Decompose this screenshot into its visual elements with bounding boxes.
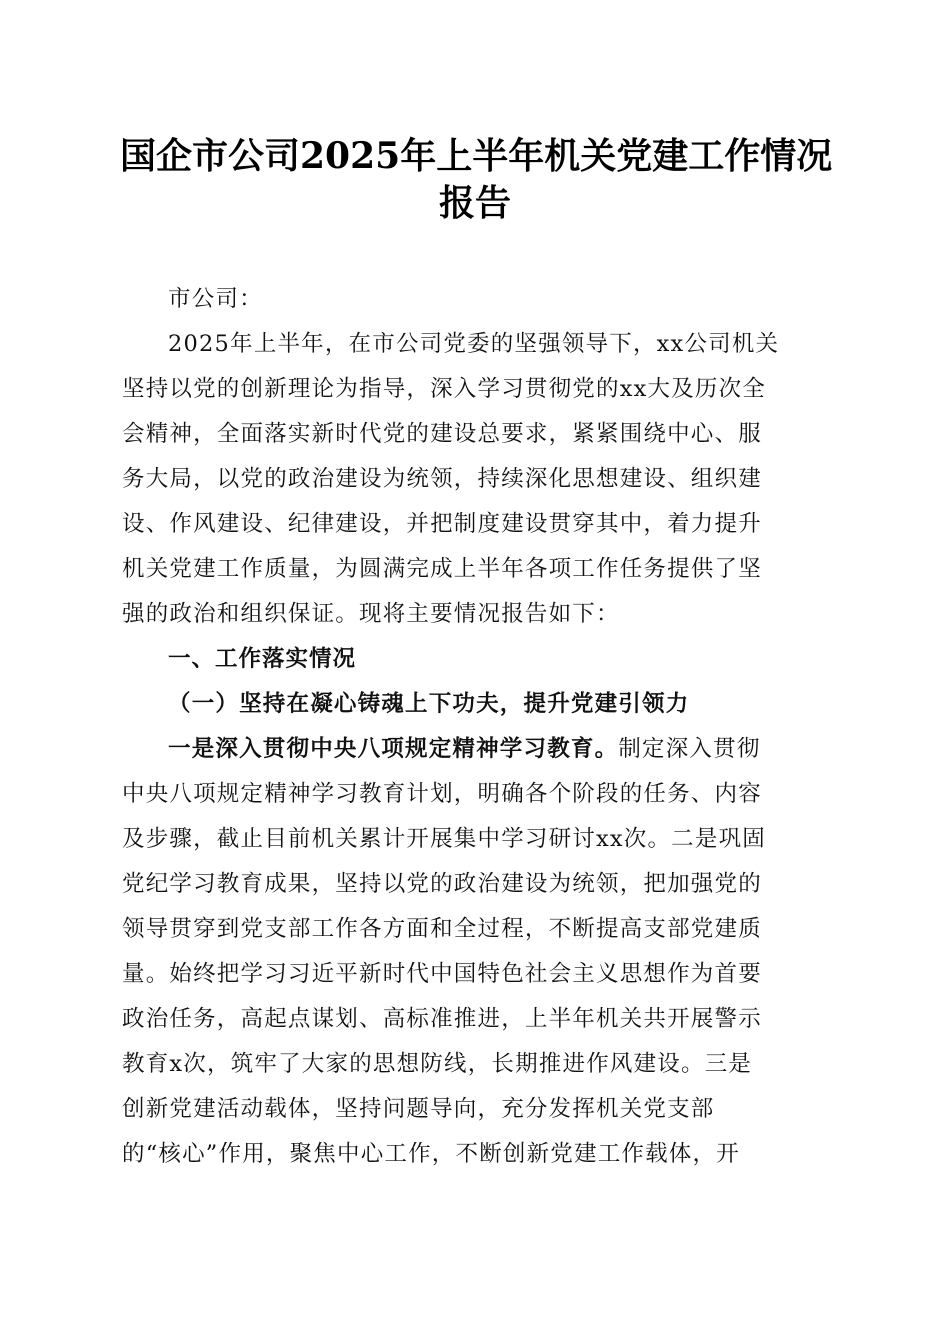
paragraph-first-line (122, 727, 824, 772)
salutation: 市公司： (168, 286, 263, 312)
title-line-2: 报告 (438, 182, 511, 224)
paragraph-line-rest: 制定深入贯彻 (618, 736, 761, 762)
paragraph-line: 中央八项规定精神学习教育计划，明确各个阶段的任务、内容 (122, 781, 762, 807)
paragraph-line: 领导贯穿到党支部工作各方面和全过程，不断提高支部党建质 (122, 916, 762, 942)
section-heading: 一、工作落实情况 (168, 646, 357, 672)
intro-line: 会精神，全面落实新时代党的建设总要求，紧紧围绕中心、服 (122, 421, 762, 447)
paragraph-line: 及步骤，截止目前机关累计开展集中学习研讨xx次。二是巩固 (122, 826, 766, 852)
paragraph-line: 政治任务，高起点谋划、高标准推进，上半年机关共开展警示 (122, 1006, 762, 1032)
intro-line: 坚持以党的创新理论为指导，深入学习贯彻党的xx大及历次全 (122, 376, 766, 402)
intro-line: 强的政治和组织保证。现将主要情况报告如下： (122, 601, 620, 627)
document-title (120, 133, 833, 227)
subsection-heading: （一）坚持在凝心铸魂上下功夫，提升党建引领力 (168, 691, 690, 717)
title-line-1: 国企市公司2025年上半年机关党建工作情况 (120, 135, 833, 177)
paragraph-line: 党纪学习教育成果，坚持以党的政治建设为统领，把加强党的 (122, 871, 762, 897)
intro-line: 机关党建工作质量，为圆满完成上半年各项工作任务提供了坚 (122, 556, 762, 582)
intro-line: 务大局，以党的政治建设为统领，持续深化思想建设、组织建 (122, 466, 762, 492)
paragraph-line: 创新党建活动载体，坚持问题导向，充分发挥机关党支部 (122, 1096, 715, 1122)
paragraph-line: 量。始终把学习习近平新时代中国特色社会主义思想作为首要 (122, 961, 762, 987)
paragraph-line: 的“核心”作用，聚焦中心工作，不断创新党建工作载体，开 (122, 1141, 740, 1167)
paragraph-lead-sentence: 一是深入贯彻中央八项规定精神学习教育。 (168, 736, 619, 762)
document-body (122, 277, 824, 1177)
intro-line: 2025年上半年，在市公司党委的坚强领导下，xx公司机关 (168, 331, 780, 357)
intro-line: 设、作风建设、纪律建设，并把制度建设贯穿其中，着力提升 (122, 511, 762, 537)
paragraph-line: 教育x次，筑牢了大家的思想防线，长期推进作风建设。三是 (122, 1051, 753, 1077)
